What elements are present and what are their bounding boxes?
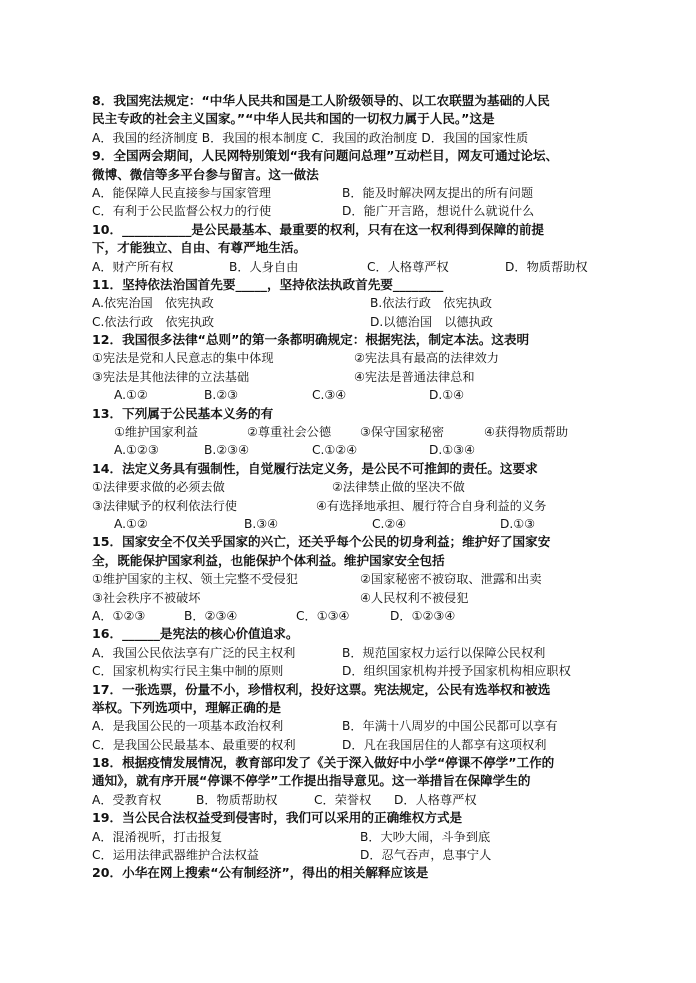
option-text: D．忍气吞声，息事宁人 bbox=[360, 848, 492, 863]
option-text: A．财产所有权 bbox=[92, 259, 174, 274]
answer-options-line bbox=[92, 662, 612, 680]
option-text: B．物质帮助权 bbox=[196, 792, 278, 807]
option-text: ③保守国家秘密 bbox=[360, 425, 445, 440]
answer-options-line bbox=[92, 294, 612, 312]
option-text: B.依法行政 依宪执政 bbox=[370, 296, 492, 311]
option-text: B．能及时解决网友提出的所有问题 bbox=[342, 185, 534, 200]
answer-options-line bbox=[92, 202, 612, 220]
answer-options-line bbox=[92, 423, 612, 441]
answer-options-line bbox=[92, 258, 612, 276]
option-text: D.以德治国 以德执政 bbox=[370, 314, 493, 329]
option-text: C．有利于公民监督公权力的行使 bbox=[92, 204, 272, 219]
option-text: ③社会秩序不被破坏 bbox=[92, 590, 201, 605]
question-stem-line: 9．全国两会期间，人民网特别策划“我有问题问总理”互动栏目，网友可通过论坛、 bbox=[92, 148, 559, 164]
option-text: ①宪法是党和人民意志的集中体现 bbox=[92, 351, 274, 366]
option-text: D.①④ bbox=[429, 388, 465, 403]
option-text: A．是我国公民的一项基本政治权利 bbox=[92, 719, 284, 734]
option-text: B．②③④ bbox=[184, 608, 238, 623]
question-stem-line: 12．我国很多法律“总则”的第一条都明确规定：根据宪法，制定本法。这表明 bbox=[92, 332, 530, 348]
question-stem-line: 18．根据疫情发展情况，教育部印发了《关于深入做好中小学“停课不停学”工作的 bbox=[92, 755, 555, 771]
option-text: ①法律要求做的必须去做 bbox=[92, 480, 225, 495]
option-text: A．混淆视听，打击报复 bbox=[92, 829, 223, 844]
answer-options-line bbox=[92, 184, 612, 202]
question-stem-line: 17．一张选票，份量不小，珍惜权利，投好这票。宪法规定，公民有选举权和被选 bbox=[92, 681, 551, 697]
option-text: A.①②③ bbox=[114, 443, 159, 458]
option-text: ④人民权利不被侵犯 bbox=[360, 590, 469, 605]
option-text: D．人格尊严权 bbox=[394, 792, 477, 807]
question-stem-line: 全，既能保护国家利益，也能保护个体利益。维护国家安全包括 bbox=[92, 552, 445, 568]
answer-options-line bbox=[92, 791, 612, 809]
answer-options-line bbox=[92, 717, 612, 735]
answer-options-line bbox=[92, 386, 612, 404]
answer-options-line bbox=[92, 368, 612, 386]
option-text: C.依法行政 依宪执政 bbox=[92, 314, 215, 329]
option-text: C．荣誉权 bbox=[314, 792, 372, 807]
question-stem-line: 通知》，就有序开展“停课不停学”工作提出指导意见。这一举措旨在保障学生的 bbox=[92, 773, 531, 789]
question-stem-line: 20．小华在网上搜索“公有制经济”，得出的相关解释应该是 bbox=[92, 865, 429, 881]
question-stem-line: 14．法定义务具有强制性，自觉履行法定义务，是公民不可推卸的责任。这要求 bbox=[92, 460, 538, 476]
option-text: B.②③ bbox=[204, 388, 239, 403]
answer-options-line bbox=[92, 478, 612, 496]
answer-options-line bbox=[92, 515, 612, 533]
question-stem-line: 19．当公民合法权益受到侵害时，我们可以采用的正确维权方式是 bbox=[92, 810, 463, 826]
question-stem-line: 11．坚持依法治国首先要_____，坚持依法执政首先要________ bbox=[92, 276, 444, 292]
option-text: B.②③④ bbox=[204, 443, 250, 458]
option-text: C．运用法律武器维护合法权益 bbox=[92, 848, 259, 863]
option-text: ②国家秘密不被窃取、泄露和出卖 bbox=[360, 572, 542, 587]
question-stem-line: 13．下列属于公民基本义务的有 bbox=[92, 405, 274, 421]
question-stem-line: 下，才能独立、自由、有尊严地生活。 bbox=[92, 240, 307, 256]
answer-options-line bbox=[92, 313, 612, 331]
option-text: D．物质帮助权 bbox=[505, 259, 588, 274]
question-stem-line: 10．___________是公民最基本、最重要的权利，只有在这一权利得到保障的前提 bbox=[92, 221, 545, 237]
answer-options-line bbox=[92, 589, 612, 607]
answer-options-line bbox=[92, 497, 612, 515]
answer-options-line bbox=[92, 441, 612, 459]
answer-options-line bbox=[92, 736, 612, 754]
option-text: A．①②③ bbox=[92, 608, 146, 623]
option-text: A．我国公民依法享有广泛的民主权利 bbox=[92, 645, 296, 660]
option-text: D．凡在我国居住的人都享有这项权利 bbox=[342, 737, 547, 752]
answer-options-line bbox=[92, 828, 612, 846]
answer-options-line: A．我国的经济制度 B．我国的根本制度 C．我国的政治制度 D．我国的国家性质 bbox=[92, 130, 529, 145]
option-text: B．规范国家权力运行以保障公民权利 bbox=[342, 645, 546, 660]
question-stem-line: 民主专政的社会主义国家。”“中华人民共和国的一切权力属于人民。”这是 bbox=[92, 111, 495, 127]
option-text: A.①② bbox=[114, 516, 148, 531]
option-text: ①维护国家利益 bbox=[114, 425, 199, 440]
answer-options-line bbox=[92, 349, 612, 367]
exam-page bbox=[92, 92, 612, 883]
option-text: ③法律赋予的权利依法行使 bbox=[92, 498, 237, 513]
question-stem-line: 8．我国宪法规定：“中华人民共和国是工人阶级领导的、以工农联盟为基础的人民 bbox=[92, 93, 550, 108]
option-text: C．是我国公民最基本、最重要的权利 bbox=[92, 737, 296, 752]
option-text: ④有选择地承担、履行符合自身利益的义务 bbox=[316, 498, 547, 513]
answer-options-line bbox=[92, 607, 612, 625]
option-text: D．能广开言路，想说什么就说什么 bbox=[342, 204, 535, 219]
answer-options-line bbox=[92, 846, 612, 864]
option-text: C．人格尊严权 bbox=[367, 259, 449, 274]
question-stem-line: 微博、微信等多平台参与留言。这一做法 bbox=[92, 166, 319, 182]
option-text: D．组织国家机构并授予国家机构相应职权 bbox=[342, 664, 571, 679]
option-text: A.①② bbox=[114, 388, 148, 403]
option-text: C．国家机构实行民主集中制的原则 bbox=[92, 664, 284, 679]
answer-options-line bbox=[92, 570, 612, 588]
option-text: C.③④ bbox=[312, 388, 347, 403]
option-text: ④宪法是普通法律总和 bbox=[354, 369, 475, 384]
option-text: D．①②③④ bbox=[390, 608, 456, 623]
option-text: ①维护国家的主权、领土完整不受侵犯 bbox=[92, 572, 298, 587]
option-text: A．能保障人民直接参与国家管理 bbox=[92, 185, 271, 200]
option-text: C.①②④ bbox=[312, 443, 358, 458]
option-text: B．人身自由 bbox=[229, 259, 299, 274]
option-text: A.依宪治国 依宪执政 bbox=[92, 296, 214, 311]
option-text: ④获得物质帮助 bbox=[484, 425, 569, 440]
option-text: D.①③④ bbox=[429, 443, 476, 458]
option-text: B．年满十八周岁的中国公民都可以享有 bbox=[342, 719, 558, 734]
question-stem-line: 举权。下列选项中，理解正确的是 bbox=[92, 699, 281, 715]
option-text: B．大吵大闹，斗争到底 bbox=[360, 829, 491, 844]
option-text: C.②④ bbox=[372, 516, 407, 531]
option-text: D.①③ bbox=[500, 516, 536, 531]
option-text: ②尊重社会公德 bbox=[247, 425, 332, 440]
option-text: ②宪法具有最高的法律效力 bbox=[354, 351, 499, 366]
question-stem-line: 16．______是宪法的核心价值追求。 bbox=[92, 626, 299, 642]
question-stem-line: 15．国家安全不仅关乎国家的兴亡，还关乎每个公民的切身利益；维护好了国家安 bbox=[92, 534, 551, 550]
option-text: ②法律禁止做的坚决不做 bbox=[332, 480, 465, 495]
option-text: ③宪法是其他法律的立法基础 bbox=[92, 369, 250, 384]
option-text: A．受教育权 bbox=[92, 792, 162, 807]
answer-options-line bbox=[92, 644, 612, 662]
option-text: C．①③④ bbox=[296, 608, 350, 623]
option-text: B.③④ bbox=[244, 516, 279, 531]
